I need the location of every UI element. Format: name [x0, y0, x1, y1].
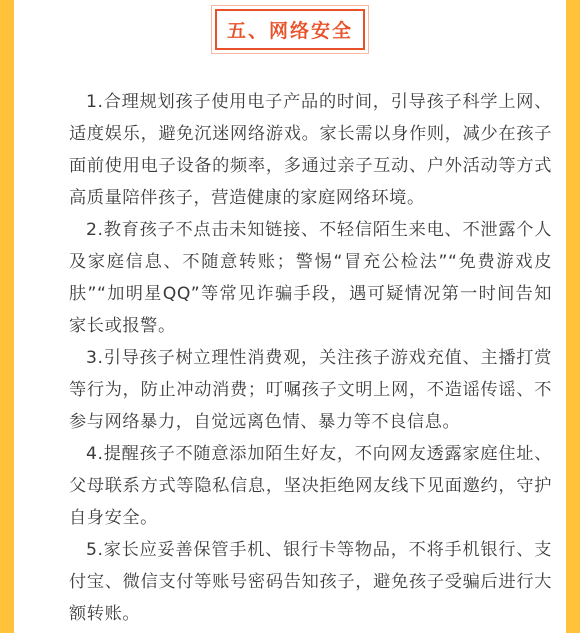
- section-heading-wrap: [14, 9, 566, 50]
- article-body: [69, 86, 552, 630]
- section-heading: 五、网络安全: [226, 20, 353, 42]
- paragraph-account-security: 5.家长应妥善保管手机、银行卡等物品，不将手机银行、支付宝、微信支付等账号密码告知孩子，避免孩子受骗后进行大额转账。: [69, 540, 552, 624]
- section-heading-box: [215, 9, 365, 50]
- paragraph-fraud-prevention: 2.教育孩子不点击未知链接、不轻信陌生来电、不泄露个人及家庭信息、不随意转账；警惕“冒充公检法”“免费游戏皮肤”“加明星QQ”等常见诈骗手段，遇可疑情况第一时间告知家长或报警。: [69, 220, 552, 336]
- paragraph-privacy: 4.提醒孩子不随意添加陌生好友，不向网友透露家庭住址、父母联系方式等隐私信息，坚决拒绝网友线下见面邀约，守护自身安全。: [69, 444, 552, 528]
- paragraph-screen-time: 1.合理规划孩子使用电子产品的时间，引导孩子科学上网、适度娱乐，避免沉迷网络游戏。家长需以身作则，减少在孩子面前使用电子设备的频率，多通过亲子互动、户外活动等方式高质量陪伴孩子，营造健康的家庭网络环境。: [69, 92, 552, 208]
- paragraph-rational-consumption: 3.引导孩子树立理性消费观，关注孩子游戏充值、主播打赏等行为，防止冲动消费；叮嘱孩子文明上网，不造谣传谣、不参与网络暴力，自觉远离色情、暴力等不良信息。: [69, 348, 552, 432]
